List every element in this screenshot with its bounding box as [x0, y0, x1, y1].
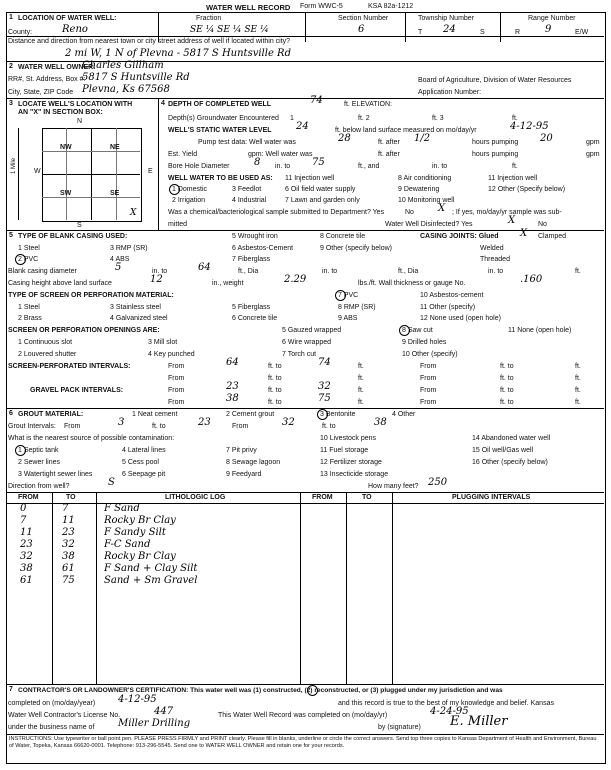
opening-6[interactable]: 6 Wire wrapped: [282, 339, 332, 346]
pump-hrs-value[interactable]: 1/2: [414, 133, 431, 144]
gravel2b-from-label: From: [420, 399, 437, 406]
bore-and-label: ft., and: [358, 163, 380, 170]
openings-label: SCREEN OR PERFORATION OPENINGS ARE:: [8, 327, 160, 334]
contam-9[interactable]: 9 Feedyard: [226, 471, 262, 478]
opening-2[interactable]: 2 Louvered shutter: [18, 351, 77, 358]
gravel1-from-value[interactable]: 23: [226, 381, 239, 392]
pump-label: Pump test data: Well water was: [198, 139, 296, 146]
direction-label: Direction from well?: [8, 483, 70, 490]
township-t: T: [418, 29, 423, 36]
gauge-value[interactable]: .160: [520, 274, 543, 285]
direction-value[interactable]: S: [108, 477, 115, 488]
gravel1-ft: ft.: [358, 387, 364, 394]
pump-gpm-value[interactable]: 20: [540, 133, 553, 144]
business-value[interactable]: Miller Drilling: [118, 718, 191, 729]
city-label: City, State, ZIP Code: [8, 89, 74, 96]
owner-label: WATER WELL OWNER:: [18, 64, 96, 71]
table-row-to: 61: [62, 563, 75, 574]
grout-2-to-label: ft. to: [322, 423, 336, 430]
gw-ft-label: ft.: [512, 115, 518, 122]
gravel2-from-label: From: [168, 399, 185, 406]
weight-tail: lbs./ft. Wall thickness or gauge No.: [358, 280, 466, 287]
fraction-label: Fraction: [196, 15, 222, 22]
contam-4[interactable]: 4 Lateral lines: [122, 447, 166, 454]
perf1-from-label: From: [168, 363, 185, 370]
casing-9[interactable]: 9 Other (specify below): [320, 245, 392, 252]
opening-10[interactable]: 10 Other (specify): [402, 351, 458, 358]
township-s: S: [480, 29, 485, 36]
casing-3[interactable]: 3 RMP (SR): [110, 245, 148, 252]
gravel2b-to-label: ft. to: [500, 399, 514, 406]
township-label: Township Number: [418, 15, 475, 22]
height-value[interactable]: 12: [150, 274, 163, 285]
use-11-slot[interactable]: 11 Injection well: [488, 175, 538, 182]
use-8[interactable]: 8 Air conditioning: [398, 175, 452, 182]
perf1-ft: ft.: [358, 363, 364, 370]
yield-hours-label: hours pumping: [472, 151, 519, 158]
perf1b-ft: ft.: [575, 363, 581, 370]
screen-7-pvc[interactable]: 7 PVC: [338, 292, 359, 299]
diameter-in-label: in. to: [152, 268, 168, 275]
perf2-to-label: ft. to: [268, 375, 282, 382]
contam-5[interactable]: 5 Cess pool: [122, 459, 159, 466]
license-value[interactable]: 447: [154, 706, 174, 717]
pump-hours-label: hours pumping: [472, 139, 519, 146]
height-in-label: in., weight: [212, 280, 244, 287]
contam-7[interactable]: 7 Pit privy: [226, 447, 257, 454]
contam-12[interactable]: 12 Fertilizer storage: [320, 459, 382, 466]
table-row: 61: [20, 575, 33, 586]
table-row-desc: F Sand + Clay Silt: [104, 563, 198, 574]
bore-label: Bore Hole Diameter: [168, 163, 230, 170]
county-value[interactable]: Reno: [62, 24, 88, 35]
perf2b-from-label: From: [420, 375, 437, 382]
table-row: 38: [20, 563, 33, 574]
weight-value[interactable]: 2.29: [284, 274, 307, 285]
screen-12[interactable]: 12 None used (open hole): [420, 315, 501, 322]
gravel2b-ft: ft.: [575, 399, 581, 406]
bore-ft-label: ft.: [512, 163, 518, 170]
pump-after-label: ft. after: [378, 139, 400, 146]
use-6[interactable]: 6 Oil field water supply: [285, 186, 356, 193]
quadrant-se: SE: [110, 190, 120, 197]
mile-label: 1 Mile: [11, 157, 18, 175]
yield-gpm-label: gpm: Well water was: [248, 151, 313, 158]
record-date-value[interactable]: 4-24-95: [430, 706, 469, 717]
range-r: R: [515, 29, 521, 36]
section-4-number: 4: [161, 100, 165, 107]
use-9[interactable]: 9 Dewatering: [398, 186, 440, 193]
joints-glued-x[interactable]: X: [520, 228, 528, 239]
bore-depth-value[interactable]: 75: [312, 157, 325, 168]
casing-2-pvc[interactable]: 2 PVC: [18, 256, 39, 263]
use-1-domestic[interactable]: 1 Domestic: [172, 186, 208, 193]
contam-15[interactable]: 15 Oil well/Gas well: [472, 447, 534, 454]
table-row-desc: Rocky Br Clay: [104, 515, 176, 526]
screen-1[interactable]: 1 Steel: [18, 304, 40, 311]
disinfected-no: No: [538, 221, 547, 228]
distance-value[interactable]: 2 mi W, 1 N of Plevna - 5817 S Huntsville Rd: [65, 48, 291, 59]
table-row-to: 75: [62, 575, 75, 586]
signature[interactable]: E. Miller: [450, 714, 508, 729]
opening-11[interactable]: 11 None (open hole): [508, 327, 572, 334]
owner-value[interactable]: Charles Gillham: [82, 60, 164, 71]
use-label: WELL WATER TO BE USED AS:: [168, 175, 273, 182]
table-row-desc: Sand + Sm Gravel: [104, 575, 198, 586]
static-value[interactable]: 24: [296, 121, 309, 132]
use-7[interactable]: 7 Lawn and garden only: [285, 197, 360, 204]
use-12[interactable]: 12 Other (Specify below): [488, 186, 566, 193]
grout-3-circle: [317, 409, 328, 420]
howmany-value[interactable]: 250: [428, 477, 448, 488]
mitted-label: mitted: [168, 221, 188, 228]
grout-1-from[interactable]: 3: [118, 417, 125, 428]
table-row-to: 23: [62, 527, 75, 538]
chem-no-label: No: [405, 209, 414, 216]
grout-1[interactable]: 1 Neat cement: [132, 411, 178, 418]
table-row-to: 7: [62, 503, 69, 514]
contam-13[interactable]: 13 Insecticide storage: [320, 471, 389, 478]
section-1-number: 1: [9, 14, 13, 21]
gravel1b-from-label: From: [420, 387, 437, 394]
screen-4[interactable]: 4 Galvanized steel: [110, 315, 168, 322]
chem-label: Was a chemical/bacteriological sample submitted to Department? Yes: [168, 209, 385, 216]
screen-3[interactable]: 3 Stainless steel: [110, 304, 161, 311]
contam-10[interactable]: 10 Livestock pens: [320, 435, 377, 442]
diameter-dia-label: ft., Dia: [238, 268, 259, 275]
gravel2-from-value[interactable]: 38: [226, 393, 239, 404]
range-ew: E/W: [575, 29, 589, 36]
bore-value[interactable]: 8: [254, 157, 261, 168]
form-number: Form WWC-5: [300, 3, 343, 10]
gravel2-to-value[interactable]: 75: [318, 393, 331, 404]
range-value[interactable]: 9: [545, 24, 552, 35]
yield-after-label: ft. after: [378, 151, 400, 158]
grout-intervals-label: Grout Intervals:: [8, 423, 56, 430]
opening-7[interactable]: 7 Torch cut: [282, 351, 317, 358]
height-label: Casing height above land surface: [8, 280, 112, 287]
chem-x[interactable]: X: [438, 203, 446, 214]
screen-8[interactable]: 8 RMP (SR): [338, 304, 376, 311]
log-header-from2: FROM: [312, 494, 333, 501]
diameter-ft-value[interactable]: 64: [198, 262, 211, 273]
fraction-value[interactable]: SE ¼ SE ¼ SE ¼: [190, 25, 269, 35]
perf1-to-value[interactable]: 74: [318, 357, 331, 368]
compass-s: S: [77, 222, 82, 229]
use-3[interactable]: 3 Feedlot: [232, 186, 262, 193]
opening-9[interactable]: 9 Drilled holes: [402, 339, 447, 346]
use-10[interactable]: 10 Monitoring well: [398, 197, 455, 204]
county-label: County:: [8, 29, 33, 36]
screen-10[interactable]: 10 Asbestos-cement: [420, 292, 484, 299]
table-row-to: 38: [62, 551, 75, 562]
screen-9[interactable]: 9 ABS: [338, 315, 358, 322]
perf2b-ft: ft.: [575, 375, 581, 382]
yield-label: Est. Yield: [168, 151, 198, 158]
section-2-number: 2: [9, 63, 13, 70]
howmany-label: How many feet?: [368, 483, 419, 490]
grout-2[interactable]: 2 Cement grout: [226, 411, 275, 418]
compass-e: E: [148, 168, 153, 175]
perf-label: SCREEN-PERFORATED INTERVALS:: [8, 363, 131, 370]
gravel2-ft: ft.: [358, 399, 364, 406]
table-row: 11: [20, 527, 33, 538]
contam-1-circle: [15, 445, 26, 456]
compass-n: N: [77, 118, 83, 125]
table-row-to: 11: [62, 515, 75, 526]
gw-2-label: ft. 2: [358, 115, 370, 122]
chem-tail: ; If yes, mo/day/yr sample was sub-: [452, 209, 562, 216]
opening-5[interactable]: 5 Gauzed wrapped: [282, 327, 342, 334]
section-7-number: 7: [9, 686, 13, 693]
screen-7-circle: [335, 290, 346, 301]
certification-label: CONTRACTOR'S OR LANDOWNER'S CERTIFICATION: This water well was (1) constructed, (2) reconstructed, or (3) plugged under my jurisdiction and was: [18, 687, 503, 694]
gravel1-from-label: From: [168, 387, 185, 394]
gravel2-to-label: ft. to: [268, 399, 282, 406]
casing-2-circle: [15, 254, 26, 265]
bore-to-label: in. to: [275, 163, 291, 170]
distance-label: Distance and direction from nearest town or city street address of well if located within city?: [8, 38, 291, 45]
screen-2[interactable]: 2 Brass: [18, 315, 42, 322]
use-2[interactable]: 2 Irrigation: [172, 197, 206, 204]
casing-label: TYPE OF BLANK CASING USED:: [18, 233, 128, 240]
casing-4[interactable]: 4 ABS: [110, 256, 130, 263]
table-row-desc: F Sand: [104, 503, 140, 514]
perf2-ft: ft.: [358, 375, 364, 382]
township-value[interactable]: 24: [443, 24, 456, 35]
table-row: 7: [20, 515, 27, 526]
location-label: LOCATION OF WATER WELL:: [18, 15, 117, 22]
gravel-label: GRAVEL PACK INTERVALS:: [30, 387, 124, 394]
table-row: 0: [20, 503, 27, 514]
gw-1-label: 1: [290, 115, 294, 122]
casing-8[interactable]: 8 Concrete tile: [320, 233, 366, 240]
contam-11[interactable]: 11 Fuel storage: [320, 447, 369, 454]
use-5[interactable]: 11 Injection well: [285, 175, 335, 182]
gravel1-to-value[interactable]: 32: [318, 381, 331, 392]
opening-8[interactable]: 8 Saw cut: [402, 327, 433, 334]
joints-label: CASING JOINTS: Glued: [420, 233, 499, 240]
contam-8[interactable]: 8 Sewage lagoon: [226, 459, 281, 466]
diameter-ft3-label: ft.: [575, 268, 581, 275]
contam-14[interactable]: 14 Abandoned water well: [472, 435, 551, 442]
groundwater-label: Depth(s) Groundwater Encountered: [168, 115, 279, 122]
grout-from-label: From: [64, 423, 81, 430]
section-number-label: Section Number: [338, 15, 389, 22]
log-header-litho: LITHOLOGIC LOG: [165, 494, 226, 501]
casing-7[interactable]: 7 Fiberglass: [232, 256, 271, 263]
perf1-to-label: ft. to: [268, 363, 282, 370]
table-row-desc: F Sandy Silt: [104, 527, 166, 538]
section-number-value[interactable]: 6: [358, 24, 365, 35]
casing-6[interactable]: 6 Asbestos-Cement: [232, 245, 294, 252]
completed-value[interactable]: 4-12-95: [118, 694, 157, 705]
city-value[interactable]: Plevna, Ks 67568: [82, 84, 170, 95]
joints-welded: Welded: [480, 245, 504, 252]
quadrant-nw: NW: [60, 144, 72, 151]
disinfected-label: Water Well Disinfected? Yes: [385, 221, 473, 228]
grout-label: GROUT MATERIAL:: [18, 411, 84, 418]
static-date[interactable]: 4-12-95: [510, 121, 549, 132]
form-title: WATER WELL RECORD: [206, 3, 291, 12]
section-3-number: 3: [9, 100, 13, 107]
table-row-desc: Rocky Br Clay: [104, 551, 176, 562]
log-header-plugging: PLUGGING INTERVALS: [452, 494, 531, 501]
gravel1-to-label: ft. to: [268, 387, 282, 394]
yield-gpm2-label: gpm: [586, 151, 600, 158]
elevation-label: ft. ELEVATION:: [344, 101, 392, 108]
address-value[interactable]: 5817 S Huntsville Rd: [82, 72, 190, 83]
board-label: Board of Agriculture, Division of Water Resources: [418, 77, 572, 84]
diameter-in3-label: in. to: [488, 268, 504, 275]
perf1b-to-label: ft. to: [500, 363, 514, 370]
quadrant-ne: NE: [110, 144, 120, 151]
table-row: 32: [20, 551, 33, 562]
use-4[interactable]: 4 Industrial: [232, 197, 267, 204]
log-header-to2: TO: [362, 494, 372, 501]
gravel1b-ft: ft.: [575, 387, 581, 394]
compass-w: W: [34, 168, 41, 175]
perf2b-to-label: ft. to: [500, 375, 514, 382]
completed-tail: and this record is true to the best of my knowledge and belief. Kansas: [338, 700, 554, 707]
contam-label: What is the nearest source of possible contamination:: [8, 435, 175, 442]
disinfected-x[interactable]: X: [508, 215, 516, 226]
bore-in-label: in. to: [432, 163, 448, 170]
opening-1[interactable]: 1 Continuous slot: [18, 339, 73, 346]
diameter-in2-label: in. to: [322, 268, 338, 275]
instructions-text: INSTRUCTIONS: Use typewriter or ball point pen. PLEASE PRESS FIRMLY and PRINT clearly. Please fill in blanks, underline or circle the correct answers. Send top three copies to Kansas Department of Health and Environment, Bureau of Water, Topeka, Kansas 66620-0001. Telephone: 913-296-5545. Send one to WATER WELL OWNER and retain one for your records.: [9, 736, 597, 749]
contam-3[interactable]: 3 Watertight sewer lines: [18, 471, 93, 478]
perf2-from-label: From: [168, 375, 185, 382]
diameter-value[interactable]: 5: [115, 262, 122, 273]
application-label: Application Number:: [418, 89, 482, 96]
grout-1-to-label: ft. to: [152, 423, 166, 430]
section-box[interactable]: [42, 128, 142, 222]
grout-2-from-label: From: [232, 423, 249, 430]
depth-label: DEPTH OF COMPLETED WELL: [168, 101, 272, 108]
contam-6[interactable]: 6 Seepage pit: [122, 471, 166, 478]
section-6-number: 6: [9, 410, 13, 417]
diameter-dia2-label: ft., Dia: [398, 268, 419, 275]
grout-1-to[interactable]: 23: [198, 417, 211, 428]
constructed-circle: [307, 685, 318, 696]
contam-2[interactable]: 2 Sewer lines: [18, 459, 61, 466]
business-label: under the business name of: [8, 724, 95, 731]
section-5-number: 5: [9, 232, 13, 239]
record-label: This Water Well Record was completed on (mo/day/yr): [218, 712, 388, 719]
locate-label-2: AN "X" IN SECTION BOX:: [18, 109, 103, 116]
range-label: Range Number: [528, 15, 576, 22]
license-label: Water Well Contractor's License No.: [8, 712, 121, 719]
address-label: RR#, St. Address, Box #:: [8, 76, 86, 83]
pump-ww-value[interactable]: 28: [338, 133, 351, 144]
joints-threaded: Threaded: [480, 256, 510, 263]
grout-4[interactable]: 4 Other: [392, 411, 416, 418]
static-tail: ft. below land surface measured on mo/day/yr: [335, 127, 477, 134]
table-row: 23: [20, 539, 33, 550]
table-row-desc: F-C Sand: [104, 539, 151, 550]
grout-2-from[interactable]: 32: [282, 417, 295, 428]
table-row-to: 32: [62, 539, 75, 550]
screen-11[interactable]: 11 Other (specify): [420, 304, 476, 311]
screen-6[interactable]: 6 Concrete tile: [232, 315, 278, 322]
grout-3-bentonite[interactable]: 3 Bentonite: [320, 411, 356, 418]
gravel1b-to-label: ft. to: [500, 387, 514, 394]
location-x-mark: X: [130, 208, 137, 218]
signature-label: by (signature): [378, 724, 421, 731]
gw-3-label: ft. 3: [432, 115, 444, 122]
perf1-from-value[interactable]: 64: [226, 357, 239, 368]
use-1-circle: [169, 184, 180, 195]
screen-5[interactable]: 5 Fiberglass: [232, 304, 271, 311]
locate-label: LOCATE WELL'S LOCATION WITH: [18, 101, 133, 108]
log-header-to: TO: [66, 494, 76, 501]
opening-4[interactable]: 4 Key punched: [148, 351, 195, 358]
ksa-number: KSA 82a-1212: [368, 3, 414, 10]
joints-clamped: Clamped: [538, 233, 567, 240]
opening-8-circle: [399, 325, 410, 336]
completed-label: completed on (mo/day/year): [8, 700, 96, 707]
casing-1[interactable]: 1 Steel: [18, 245, 40, 252]
perf1b-from-label: From: [420, 363, 437, 370]
depth-value[interactable]: 74: [310, 95, 323, 106]
contam-16[interactable]: 16 Other (specify below): [472, 459, 548, 466]
contam-1-septic[interactable]: 1 Septic tank: [18, 447, 59, 454]
screen-label: TYPE OF SCREEN OR PERFORATION MATERIAL:: [8, 292, 174, 299]
static-label: WELL'S STATIC WATER LEVEL: [168, 127, 272, 134]
diameter-label: Blank casing diameter: [8, 268, 77, 275]
casing-5[interactable]: 5 Wrought iron: [232, 233, 278, 240]
quadrant-sw: SW: [60, 190, 72, 197]
opening-3[interactable]: 3 Mill slot: [148, 339, 178, 346]
pump-gpm-label: gpm: [586, 139, 600, 146]
log-header-from: FROM: [18, 494, 39, 501]
grout-2-to[interactable]: 38: [374, 417, 387, 428]
